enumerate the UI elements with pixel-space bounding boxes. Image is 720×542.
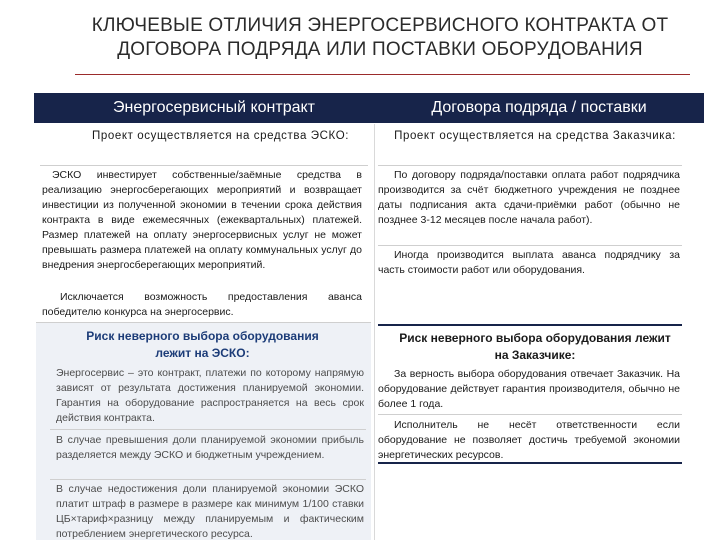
title-divider: [75, 74, 690, 75]
right-divider-1: [378, 165, 682, 166]
right-divider-2: [378, 245, 682, 246]
left-risk-divider-2: [50, 479, 366, 480]
header-contract-supply: Договора подряда / поставки: [431, 99, 647, 116]
right-bottom-divider: [378, 462, 682, 464]
page-title-line-1: КЛЮЧЕВЫЕ ОТЛИЧИЯ ЭНЕРГОСЕРВИСНОГО КОНТРАКТА ОТ: [91, 15, 669, 36]
column-separator: [374, 124, 375, 540]
page-title: [60, 14, 700, 62]
header-energy-contract: Энергосервисный контракт: [112, 99, 315, 116]
left-divider-1: [40, 165, 368, 166]
right-paragraph-2: Иногда производится выплата аванса подрядчику за часть стоимости работ или оборудования.: [378, 249, 680, 276]
left-subtitle: Проект осуществляется на средства ЭСКО:: [92, 130, 350, 142]
table-header: [34, 93, 704, 123]
left-risk-divider-1: [50, 429, 366, 430]
left-risk-title: Риск неверного выбора оборудования лежит на ЭСКО:: [86, 329, 319, 360]
right-section-divider: [378, 324, 682, 326]
page-title-line-2: ДОГОВОРА ПОДРЯДА ИЛИ ПОСТАВКИ ОБОРУДОВАНИЯ: [117, 39, 643, 60]
right-risk-paragraph-2: Исполнитель не несёт ответственности если оборудование не позволяет достичь требуемой экономии энергетических ресурсов.: [378, 419, 680, 461]
left-risk-paragraph-3: В случае недостижения доли планируемой экономии ЭСКО платит штраф в размере в размере как минимум 1/100 ставки ЦБ×тариф×разницу между планируемым и фактическим потреблением энергетического ресурса.: [56, 483, 364, 540]
left-paragraph-1: ЭСКО инвестирует собственные/заёмные средства в реализацию энергосберегающих мероприятий и возвращает инвестиции из полученной экономии в течении срока действия контракта в виде ежемесячных (ежеквартальных) платежей. Размер платежей на оплату энергосервисных услуг не может превышать размера платежей на оплату коммунальных услуг до внедрения энергосберегающих мероприятий.: [42, 169, 362, 271]
right-risk-title: Риск неверного выбора оборудования лежит на Заказчике:: [399, 331, 671, 362]
right-risk-divider-1: [378, 414, 682, 415]
left-paragraph-2: Исключается возможность предоставления аванса победителю конкурса на энергосервис.: [42, 291, 362, 318]
right-risk-paragraph-1: За верность выбора оборудования отвечает Заказчик. На оборудование действует гарантия производителя, обычно не более 1 года.: [378, 368, 680, 410]
right-paragraph-1: По договору подряда/поставки оплата работ подрядчика производится за счёт бюджетного учреждения не позднее даты подписания акта сдачи-приёмки работ (обычно не позднее 3-12 месяцев после начала работ).: [378, 169, 680, 226]
left-risk-paragraph-1: Энергосервис – это контракт, платежи по которому напрямую зависят от результата достижения планируемой экономии. Гарантия на оборудование распространяется на весь срок действия контракта.: [56, 367, 364, 424]
right-subtitle: Проект осуществляется на средства Заказчика:: [394, 130, 676, 142]
left-risk-paragraph-2: В случае превышения доли планируемой экономии прибыль разделяется между ЭСКО и бюджетным учреждением.: [56, 434, 364, 461]
